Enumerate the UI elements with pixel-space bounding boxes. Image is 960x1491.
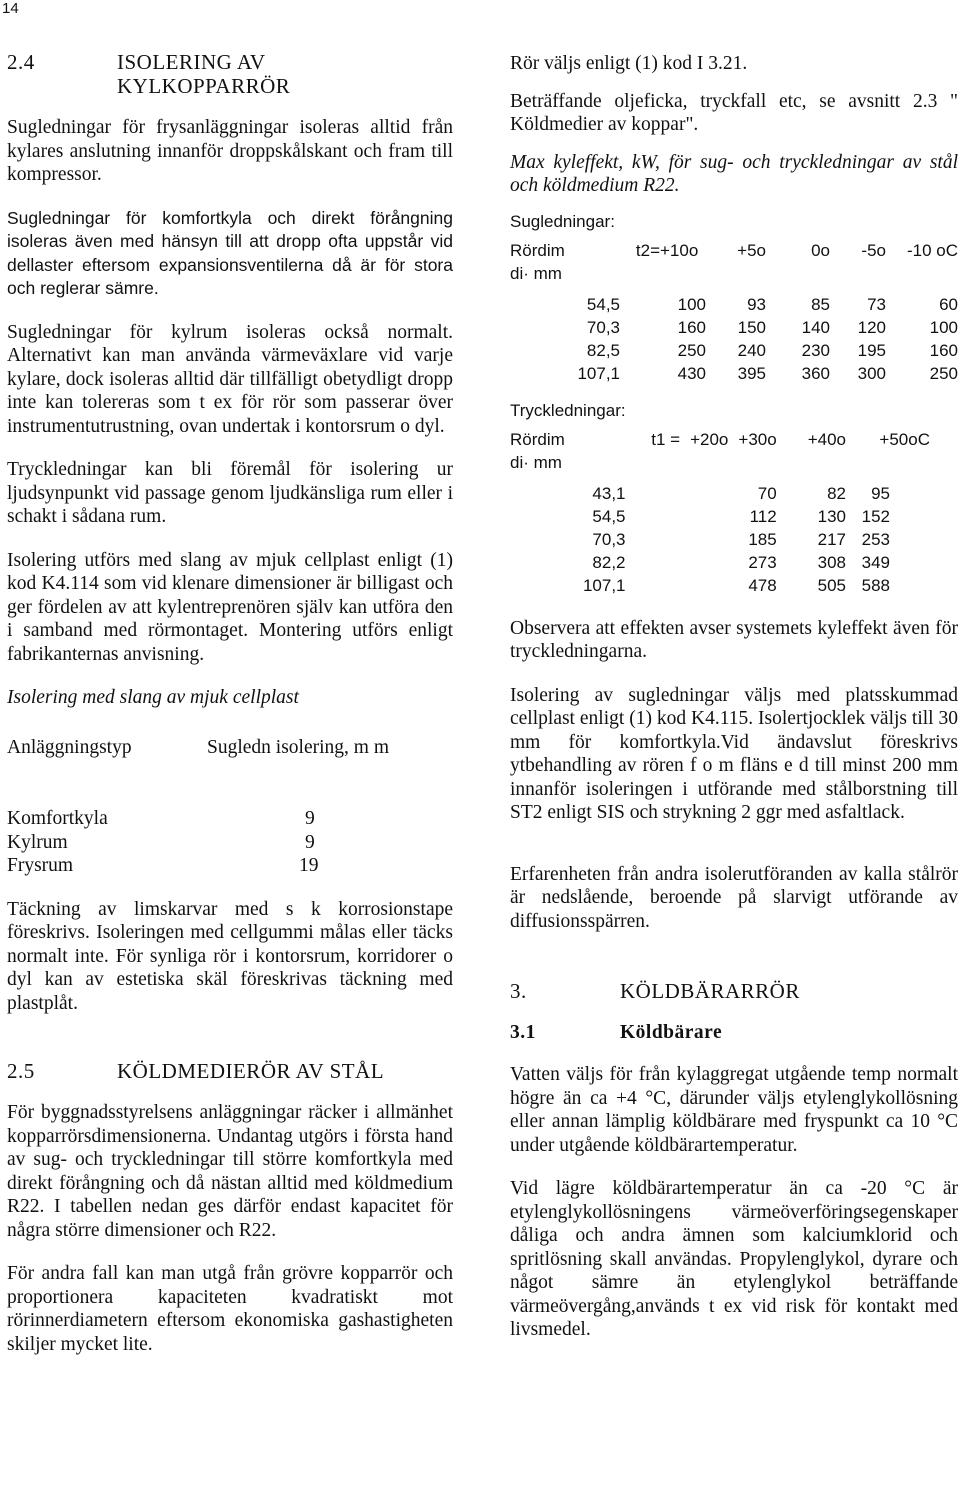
di-label: di· mm xyxy=(510,452,562,472)
value-cell: 478 xyxy=(748,575,777,595)
section-title xyxy=(117,50,290,98)
value-cell: 130 xyxy=(817,506,846,526)
italic-heading: Isolering med slang av mjuk cellplast xyxy=(7,687,299,708)
table-header: Sugledn isolering, m m xyxy=(207,736,389,758)
temp-header: -10 oC xyxy=(906,240,958,260)
value-cell: 250 xyxy=(677,340,706,360)
value-cell: 120 xyxy=(857,317,886,337)
value-cell: 185 xyxy=(748,529,777,549)
value-cell: 505 xyxy=(817,575,846,595)
section-number: 3. xyxy=(510,979,527,1003)
temp-header: +5o xyxy=(737,240,766,260)
table-row xyxy=(510,482,930,505)
dim-cell: 43,1 xyxy=(592,483,626,503)
value-cell: 360 xyxy=(801,363,830,383)
value-cell: 349 xyxy=(861,552,890,572)
dim-cell: 107,1 xyxy=(577,363,620,383)
paragraph: Isolering av sugledningar väljs med platsskummad cellplast enligt (1) kod K4.115. Isolertjocklek väljs till 30 mm för komfortkyla.Vid ändavslut föreskrivs ytbehandling av rören f o m fläns e d till minst 200 mm innanför isoleringen i utförande med stålborstning till ST2 enligt SIS och strykning 2 ggr med asfaltlack. xyxy=(510,684,958,823)
t-label: t1 = xyxy=(651,429,681,449)
table-row xyxy=(510,339,958,362)
table-caption: Max kyleffekt, kW, för sug- och tryckledningar av stål och köldmedium R22. xyxy=(510,151,958,196)
section-title: KÖLDBÄRARRÖR xyxy=(620,979,800,1003)
temp-header: +10o xyxy=(660,240,699,260)
paragraph: Erfarenheten från andra isolerutföranden av kalla stålrör är nedslående, beroende på slarvigt utförande av diffusionsspärren. xyxy=(510,863,958,932)
section-title-line1: ISOLERING AV xyxy=(117,50,266,74)
table-row xyxy=(7,807,437,831)
temp-header: +30o xyxy=(738,429,777,449)
section-3-heading xyxy=(510,979,958,1003)
suction-table xyxy=(510,239,958,385)
paragraph: För andra fall kan man utgå från grövre kopparrör och proportionera kapaciteten kvadratiskt mot rörinnerdiametern eftersom ekonomiska gashastigheten skiljer mycket lite. xyxy=(7,1263,453,1355)
temp-header: +20o xyxy=(690,429,729,449)
table-row xyxy=(510,505,930,528)
value-cell: 308 xyxy=(817,552,846,572)
table-row xyxy=(7,831,437,855)
section-number: 2.4 xyxy=(7,50,35,74)
value-cell: 240 xyxy=(737,340,766,360)
paragraph: Täckning av limskarvar med s k korrosionstape föreskrivs. Isoleringen med cellgummi målas eller täcks normalt inte. För synliga rör i kontorsrum, korridorer o dyl kan av estetiska skäl föreskrivas täckning med plastplåt. xyxy=(7,898,453,1014)
value-cell: 95 xyxy=(871,483,890,503)
dim-cell: 70,3 xyxy=(586,317,620,337)
value-cell: 73 xyxy=(867,294,886,314)
dim-cell: 54,5 xyxy=(592,506,626,526)
value-cell: 9 xyxy=(305,831,315,853)
dim-cell: 82,5 xyxy=(586,340,620,360)
paragraph: Isolering utförs med slang av mjuk cellplast enligt (1) kod K4.114 som vid klenare dimensioner är billigast och ger fördelen av att kylentreprenören själv kan utföra den i samband med rörmontaget. Montering utförs enligt fabrikanternas anvisning. xyxy=(7,549,453,665)
value-cell: 250 xyxy=(929,363,958,383)
table-row xyxy=(510,574,930,597)
value-cell: 82 xyxy=(827,483,846,503)
value-cell: 160 xyxy=(677,317,706,337)
value-cell: 9 xyxy=(305,808,315,829)
table-row xyxy=(510,362,958,385)
section-2-5-heading xyxy=(7,1059,453,1083)
rordim-label: Rördim xyxy=(510,240,565,260)
type-cell: Frysrum xyxy=(7,855,74,876)
section-number: 2.5 xyxy=(7,1059,35,1083)
value-cell: 152 xyxy=(861,506,890,526)
paragraph: Vatten väljs för från kylaggregat utgående temp normalt högre än ca +4 °C, därunder väljs etylenglykollösning eller annan lämplig köldbärare med fryspunkt ca 10 °C under utgående köldbärartemperatur. xyxy=(510,1064,958,1156)
dim-cell: 54,5 xyxy=(586,294,620,314)
paragraph: Sugledningar för komfortkyla och direkt förångning isoleras även med hänsyn till att dropp ofta uppstår vid dellaster eftersom expansionsventilerna då är för stora och reglerar sämre. xyxy=(7,207,453,298)
paragraph: Sugledningar för kylrum isoleras också normalt. Alternativt kan man använda värmeväxlare vid varje kylare, dock isoleras alltid där tillfälligt obetydligt dropp inte kan tolereras som t ex för rör som passerar över instrumentutrustning, ovan undertak i kontorsrum o dyl. xyxy=(7,321,453,437)
dim-cell: 70,3 xyxy=(592,529,626,549)
table-row xyxy=(510,528,930,551)
pressure-title: Tryckledningar: xyxy=(510,400,626,420)
temp-header: +50oC xyxy=(879,429,930,449)
paragraph: Beträffande oljeficka, tryckfall etc, se avsnitt 2.3 " Köldmedier av koppar". xyxy=(510,90,958,135)
pressure-table xyxy=(510,428,930,597)
value-cell: 100 xyxy=(677,294,706,314)
type-cell: Kylrum xyxy=(7,831,68,853)
section-3-1-heading xyxy=(510,1021,958,1045)
dim-cell: 82,2 xyxy=(592,552,626,572)
value-cell: 195 xyxy=(857,340,886,360)
temp-header: +40o xyxy=(807,429,846,449)
section-title-line2: KYLKOPPARRÖR xyxy=(117,74,291,98)
paragraph: Vid lägre köldbärartemperatur än ca -20 °C är etylenglykollösningens värmeöverföringsegenskaper dåliga och andra ämnen som kalciumklorid och spritlösning skall användas. Propylenglykol, dyrare och något sämre än etylenglykol beträffande värmeövergång,används t ex vid risk för kontakt med livsmedel. xyxy=(510,1178,958,1340)
dim-cell: 107,1 xyxy=(582,575,626,595)
value-cell: 150 xyxy=(737,317,766,337)
type-cell: Komfortkyla xyxy=(7,808,108,829)
value-cell: 430 xyxy=(677,363,706,383)
paragraph: Tryckledningar kan bli föremål för isolering ur ljudsynpunkt vid passage genom ljudkänsliga rum eller i schakt i sådana rum. xyxy=(7,459,453,527)
di-label: di· mm xyxy=(510,263,562,283)
value-cell: 140 xyxy=(801,317,830,337)
paragraph: Sugledningar för frysanläggningar isoleras alltid från kylares anslutning innanför droppskålskant och fram till kompressor. xyxy=(7,117,453,185)
section-title: KÖLDMEDIERÖR AV STÅL xyxy=(117,1059,385,1083)
page-number: 14 xyxy=(2,0,19,17)
table-header-row xyxy=(510,239,958,262)
value-cell: 395 xyxy=(737,363,766,383)
temp-header: -5o xyxy=(861,240,886,260)
value-cell: 70 xyxy=(757,483,777,503)
value-cell: 93 xyxy=(747,294,766,314)
section-2-4-heading xyxy=(7,50,453,98)
value-cell: 273 xyxy=(748,552,777,572)
insulation-table xyxy=(7,736,437,878)
table-row xyxy=(510,293,958,316)
value-cell: 217 xyxy=(817,529,846,549)
table-row xyxy=(7,854,437,878)
suction-title: Sugledningar: xyxy=(510,211,615,231)
rordim-label: Rördim xyxy=(510,429,565,449)
paragraph: Observera att effekten avser systemets kyleffekt även för tryckledningarna. xyxy=(510,617,958,662)
temp-header: 0o xyxy=(811,240,830,260)
section-number: 3.1 xyxy=(510,1022,536,1043)
value-cell: 60 xyxy=(939,294,958,314)
value-cell: 112 xyxy=(749,506,777,526)
paragraph: Rör väljs enligt (1) kod I 3.21. xyxy=(510,53,748,74)
table-header-row xyxy=(510,428,930,451)
t-label: t2= xyxy=(635,240,660,260)
value-cell: 85 xyxy=(811,294,830,314)
table-row xyxy=(510,551,930,574)
value-cell: 230 xyxy=(801,340,830,360)
value-cell: 100 xyxy=(929,317,958,337)
right-column xyxy=(510,52,958,1342)
value-cell: 588 xyxy=(861,575,890,595)
paragraph: För byggnadsstyrelsens anläggningar räcker i allmänhet kopparrörsdimensionerna. Undantag utgörs i första hand av sug- och tryckledningar till större komfortkyla med direkt förångning och då nästan alltid med köldmedium R22. I tabellen nedan ges därför endast kapacitet för några större dimensioner och R22. xyxy=(7,1102,453,1241)
value-cell: 160 xyxy=(929,340,958,360)
table-row xyxy=(510,316,958,339)
left-column xyxy=(7,40,453,1356)
table-header: Anläggningstyp xyxy=(7,736,132,758)
value-cell: 253 xyxy=(861,529,890,549)
value-cell: 19 xyxy=(299,855,319,876)
section-title: Köldbärare xyxy=(620,1022,723,1043)
value-cell: 300 xyxy=(857,363,886,383)
